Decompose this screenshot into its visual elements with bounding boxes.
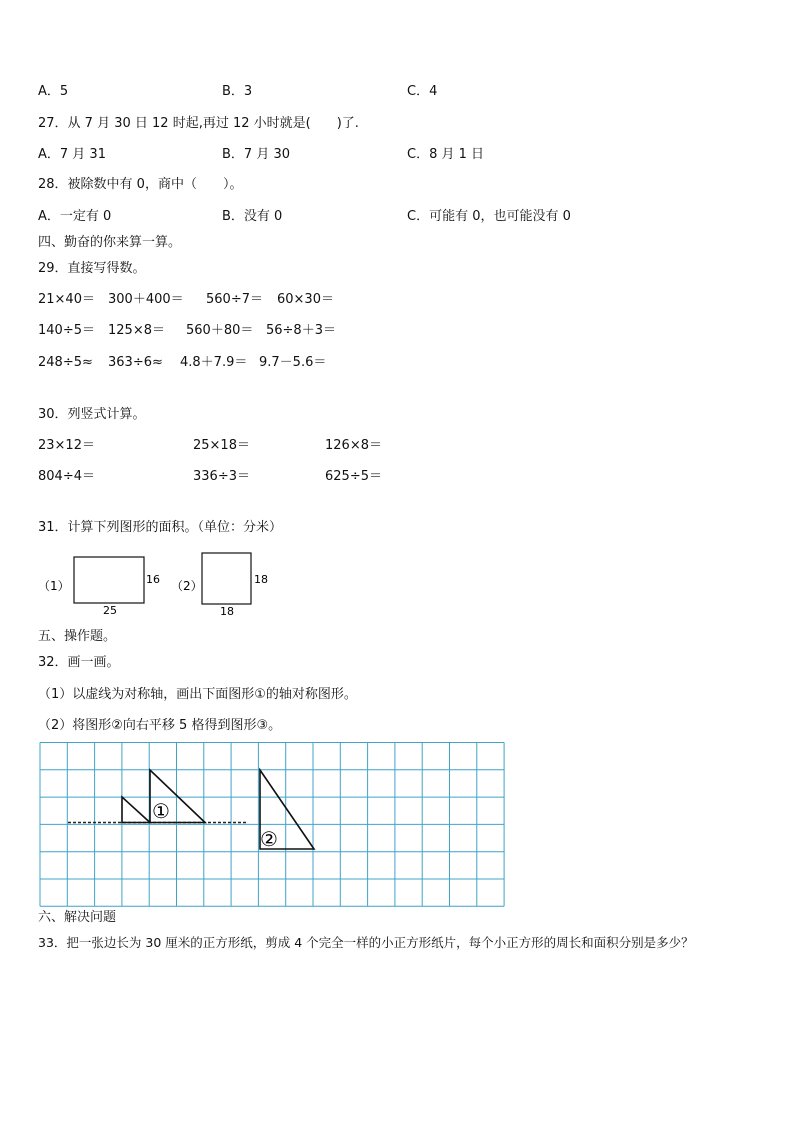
q29-item: 560＋80＝ [186,323,254,338]
q27-stem: 27．从 7 月 30 日 12 时起,再过 12 小时就是( )了. [38,116,359,131]
q29-item: 56÷8＋3＝ [266,323,336,338]
fig1-label: （1） [38,579,70,593]
q30-item: 23×12＝ [38,438,95,453]
q29-item: 363÷6≈ [108,355,163,370]
q30-item: 126×8＝ [325,438,382,453]
q33-stem: 33．把一张边长为 30 厘米的正方形纸，剪成 4 个完全一样的小正方形纸片，每个小正方形的周长和面积分别是多少？ [38,935,694,950]
q29-item: 9.7－5.6＝ [259,355,327,370]
q30-item: 804÷4＝ [38,469,95,484]
q26-option-a: A．5 [38,84,69,99]
section4-title: 四、勤奋的你来算一算。 [38,235,182,250]
q29-item: 560÷7＝ [206,292,263,307]
q32-grid [38,742,508,907]
fig1-width-label: 25 [103,604,117,617]
shape1-small-triangle [122,797,150,823]
grid-lines [40,743,504,907]
fig1-rectangle [74,557,144,603]
fig2-width-label: 18 [220,605,234,618]
fig1-height-label: 16 [146,573,160,586]
q29-item: 4.8＋7.9＝ [180,355,248,370]
fig2-square [202,553,251,604]
q26-option-b: B．3 [222,84,253,99]
q30-item: 625÷5＝ [325,469,382,484]
section5-title: 五、操作题。 [38,629,117,644]
q27-option-b: B．7 月 30 [222,147,290,162]
q27-option-a: A．7 月 31 [38,147,106,162]
q29-item: 248÷5≈ [38,355,93,370]
section6-title: 六、解决问题 [38,910,117,925]
q28-option-a: A．一定有 0 [38,209,112,224]
q29-stem: 29．直接写得数。 [38,261,146,276]
q28-option-c: C．可能有 0，也可能没有 0 [407,209,571,224]
shape2-label: ② [260,827,278,851]
q28-stem: 28．被除数中有 0，商中（ ）。 [38,177,243,192]
q29-item: 125×8＝ [108,323,165,338]
q29-item: 140÷5＝ [38,323,95,338]
q30-item: 336÷3＝ [193,469,250,484]
q29-item: 300＋400＝ [108,292,184,307]
q32-stem: 32．画一画。 [38,655,120,670]
shape1-label: ① [152,799,170,823]
q28-option-b: B．没有 0 [222,209,283,224]
q32-sub2: （2）将图形②向右平移 5 格得到图形③。 [38,718,282,733]
q30-item: 25×18＝ [193,438,250,453]
q29-item: 21×40＝ [38,292,95,307]
q30-stem: 30．列竖式计算。 [38,407,146,422]
q29-item: 60×30＝ [277,292,334,307]
q27-option-c: C．8 月 1 日 [407,147,485,162]
fig2-label: （2） [171,579,203,593]
fig2-height-label: 18 [254,573,268,586]
q31-figures [30,548,290,620]
q32-sub1: （1）以虚线为对称轴，画出下面图形①的轴对称图形。 [38,687,357,702]
q26-option-c: C．4 [407,84,438,99]
q31-stem: 31．计算下列图形的面积。（单位：分米） [38,520,283,535]
